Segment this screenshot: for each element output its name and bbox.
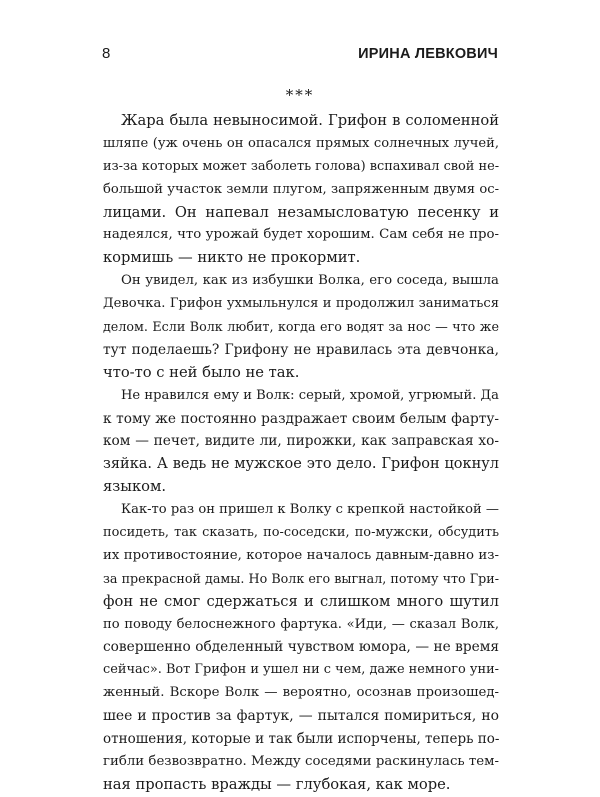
text-line: большой участок земли плугом, запряженным двумя ос-: [103, 181, 499, 197]
text-line: фон не смог сдержаться и слишком много шутил: [103, 592, 499, 610]
text-line: что-то с ней было не так.: [103, 363, 300, 381]
text-line: Как-то раз он пришел к Волку с крепкой настойкой —: [121, 502, 499, 518]
text-line: Девочка. Грифон ухмыльнулся и продолжил заниматься: [103, 296, 499, 312]
text-line: Не нравился ему и Волк: серый, хромой, угрюмый. Да: [121, 387, 499, 403]
text-line: из-за которых может заболеть голова) вспахивал свой не-: [103, 158, 499, 174]
section-separator: ***: [285, 86, 315, 104]
text-line: по поводу белоснежного фартука. «Иди, — сказал Волк,: [103, 616, 499, 632]
text-line: Жара была невыносимой. Грифон в соломенной: [121, 112, 499, 129]
text-line: языком.: [103, 478, 167, 496]
text-line: женный. Вскоре Волк — вероятно, осознав произошед-: [103, 685, 499, 701]
text-line: гибли безвозвратно. Между соседями раскинулась тем-: [103, 753, 499, 769]
text-line: к тому же постоянно раздражает своим белым фарту-: [103, 410, 499, 427]
text-line: надеялся, что урожай будет хорошим. Сам себя не про-: [103, 227, 499, 243]
body-text: [103, 110, 499, 797]
text-line: зяйка. А ведь не мужское это дело. Грифон цокнул: [103, 456, 499, 473]
text-line: посидеть, так сказать, по-соседски, по-мужски, обсудить: [103, 525, 499, 541]
text-line: тут поделаешь? Грифону не нравилась эта девчонка,: [103, 341, 499, 358]
text-line: ком — печет, видите ли, пирожки, как заправская хо-: [103, 433, 499, 450]
text-line: шее и простив за фартук, — пытался помириться, но: [103, 708, 499, 725]
text-line: ная пропасть вражды — глубокая, как море.: [103, 775, 451, 793]
text-line: Он увидел, как из избушки Волка, его соседа, вышла: [121, 273, 499, 289]
text-line: их противостояние, которое началось давным-давно из-: [103, 547, 499, 563]
text-line: отношения, которые и так были испорчены, теперь по-: [103, 731, 499, 748]
text-line: за прекрасной дамы. Но Волк его выгнал, потому что Гри-: [103, 570, 499, 586]
text-line: делом. Если Волк любит, когда его водят за нос — что же: [103, 319, 499, 335]
text-line: сейчас». Вот Грифон и ушел ни с чем, даже немного уни-: [103, 662, 499, 678]
text-line: лицами. Он напевал незамысловатую песенку и: [103, 203, 499, 221]
page-number: 8: [102, 45, 111, 62]
text-line: совершенно обделенный чувством юмора, — не время: [103, 639, 499, 656]
text-line: кормишь — никто не прокормит.: [103, 249, 361, 267]
text-line: шляпе (уж очень он опасался прямых солнечных лучей,: [103, 135, 499, 151]
running-head-author: ИРИНА ЛЕВКОВИЧ: [358, 46, 498, 62]
